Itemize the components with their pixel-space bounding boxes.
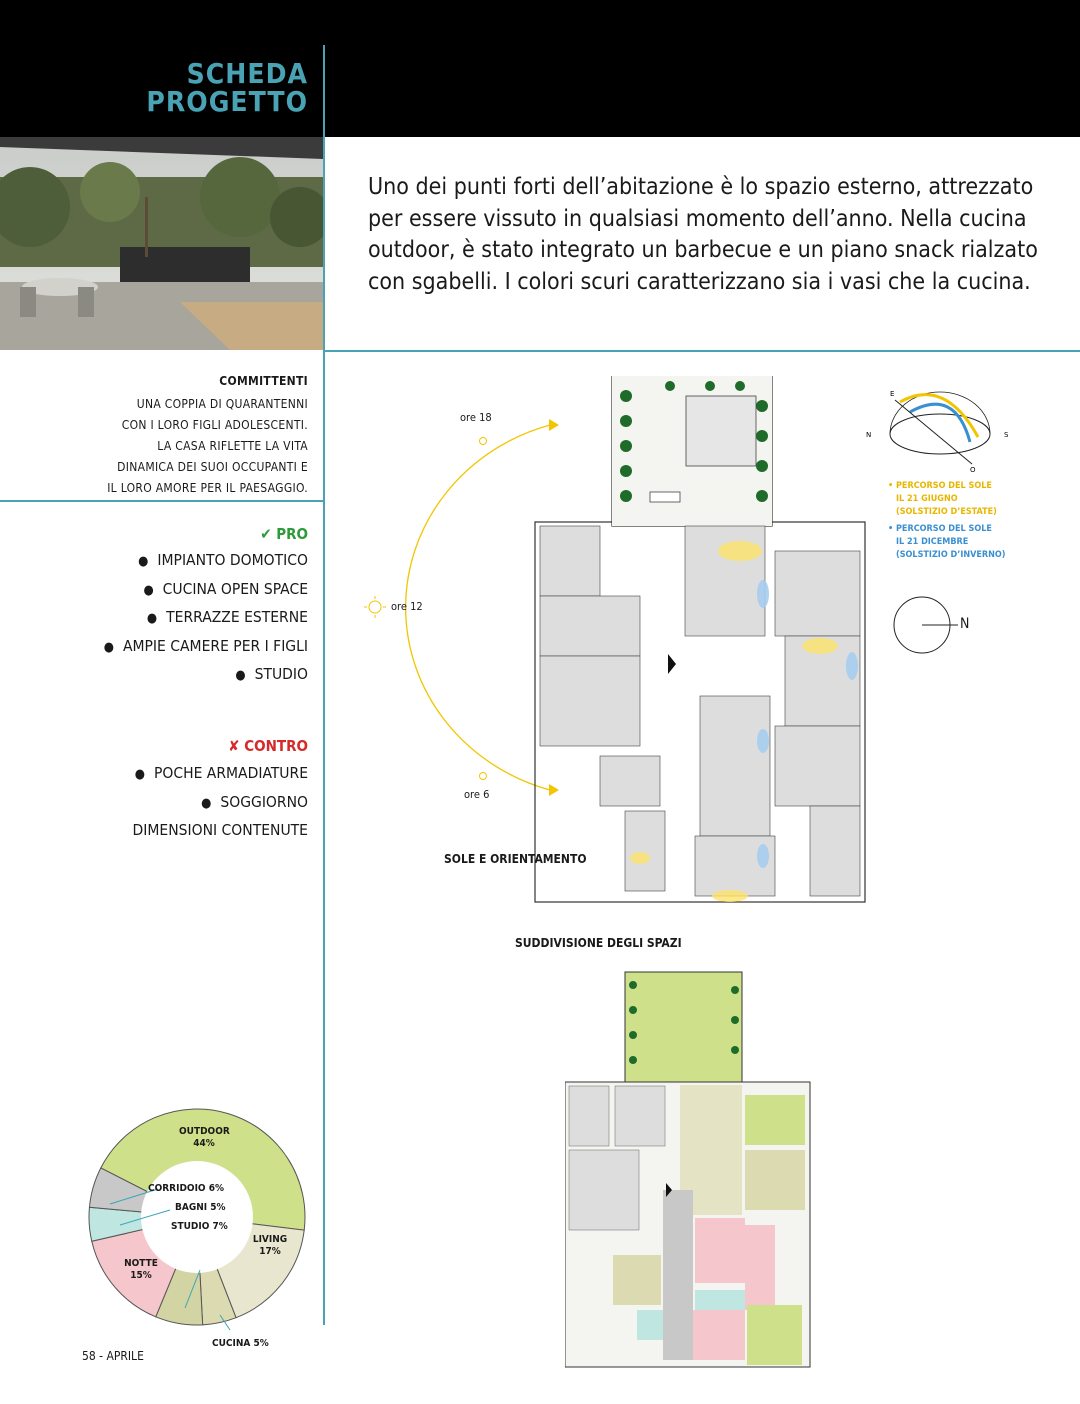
committenti-text: [107, 394, 308, 499]
chart-label-corridoio: CORRIDOIO 6%: [148, 1183, 224, 1194]
terrace-photo: [0, 137, 323, 350]
chart-label-outdoor: OUTDOOR 44%: [179, 1126, 230, 1149]
legend-winter-line: IL 21 DICEMBRE: [896, 537, 969, 547]
pro-heading: ✔ PRO: [260, 525, 308, 543]
committenti-line: CON I LORO FIGLI ADOLESCENTI.: [121, 418, 308, 432]
contro-item: ● SOGGIORNO: [133, 789, 308, 818]
divider-vertical: [323, 45, 325, 1325]
contro-item: ● POCHE ARMADIATURE: [133, 760, 308, 789]
sun-legend: [888, 480, 1006, 562]
pro-item: ● CUCINA OPEN SPACE: [104, 576, 308, 605]
title-line-2: PROGETTO: [146, 85, 308, 118]
contro-heading: ✘ CONTRO: [228, 737, 308, 755]
committenti-line: DINAMICA DEI SUOI OCCUPANTI E: [117, 460, 308, 474]
chart-label-living: LIVING 17%: [252, 1234, 288, 1257]
north-compass-icon: [892, 595, 962, 655]
chart-label-studio: STUDIO 7%: [171, 1221, 228, 1232]
sphere-label-s: S: [1004, 431, 1009, 439]
compass-n-label: N: [960, 616, 970, 632]
time-label-18: ore 18: [460, 411, 492, 424]
pro-item: ● TERRAZZE ESTERNE: [104, 604, 308, 633]
sun-plan-caption: SOLE E ORIENTAMENTO: [444, 852, 587, 866]
chart-label-notte: NOTTE 15%: [124, 1258, 158, 1281]
committenti-line: UNA COPPIA DI QUARANTENNI: [136, 397, 308, 411]
lead-paragraph: Uno dei punti forti dell’abitazione è lo spazio esterno, attrezzato per essere vissuto in qualsiasi momento dell’anno. Nella cucina outdoor, è stato integrato un barbecue e un piano snack rialzato con sgabelli. I colori scuri caratterizzano sia i vasi che la cucina.: [368, 174, 1038, 295]
committenti-line: LA CASA RIFLETTE LA VITA: [157, 439, 308, 453]
section-title: [146, 57, 308, 118]
legend-summer-line: (SOLSTIZIO D’ESTATE): [896, 507, 997, 517]
donut-hole: [141, 1161, 253, 1273]
chart-label-cucina: CUCINA 5%: [212, 1338, 269, 1349]
time-label-12: ore 12: [391, 600, 423, 613]
legend-summer-line: IL 21 GIUGNO: [896, 494, 958, 504]
contro-item: DIMENSIONI CONTENUTE: [132, 821, 308, 840]
sphere-label-n: N: [866, 431, 872, 439]
divider-horizontal-top: [325, 350, 1080, 352]
floor-plan-spaces: [565, 970, 830, 1370]
pro-item: ● AMPIE CAMERE PER I FIGLI: [104, 633, 308, 662]
contro-list: [133, 760, 308, 844]
sphere-label-o: O: [970, 466, 976, 474]
chart-label-bagni: BAGNI 5%: [175, 1202, 226, 1213]
pro-list: [104, 547, 308, 690]
time-label-6: ore 6: [464, 788, 490, 801]
floor-plan-sun: [530, 376, 875, 906]
pro-item: ● IMPIANTO DOMOTICO: [104, 547, 308, 576]
sun-sphere-diagram: [860, 382, 1025, 477]
spaces-plan-caption: SUDDIVISIONE DEGLI SPAZI: [515, 936, 682, 950]
divider-horizontal-left: [0, 500, 325, 502]
pro-item: ● STUDIO: [104, 661, 308, 690]
committenti-heading: COMMITTENTI: [219, 374, 308, 388]
legend-summer-line: • PERCORSO DEL SOLE: [888, 481, 992, 491]
sphere-label-e: E: [890, 390, 895, 398]
committenti-line: IL LORO AMORE PER IL PAESAGGIO.: [107, 481, 308, 495]
title-line-1: SCHEDA: [186, 57, 308, 90]
legend-winter-line: (SOLSTIZIO D’INVERNO): [896, 550, 1006, 560]
legend-winter-line: • PERCORSO DEL SOLE: [888, 524, 992, 534]
page-footer: 58 - APRILE: [82, 1349, 144, 1363]
